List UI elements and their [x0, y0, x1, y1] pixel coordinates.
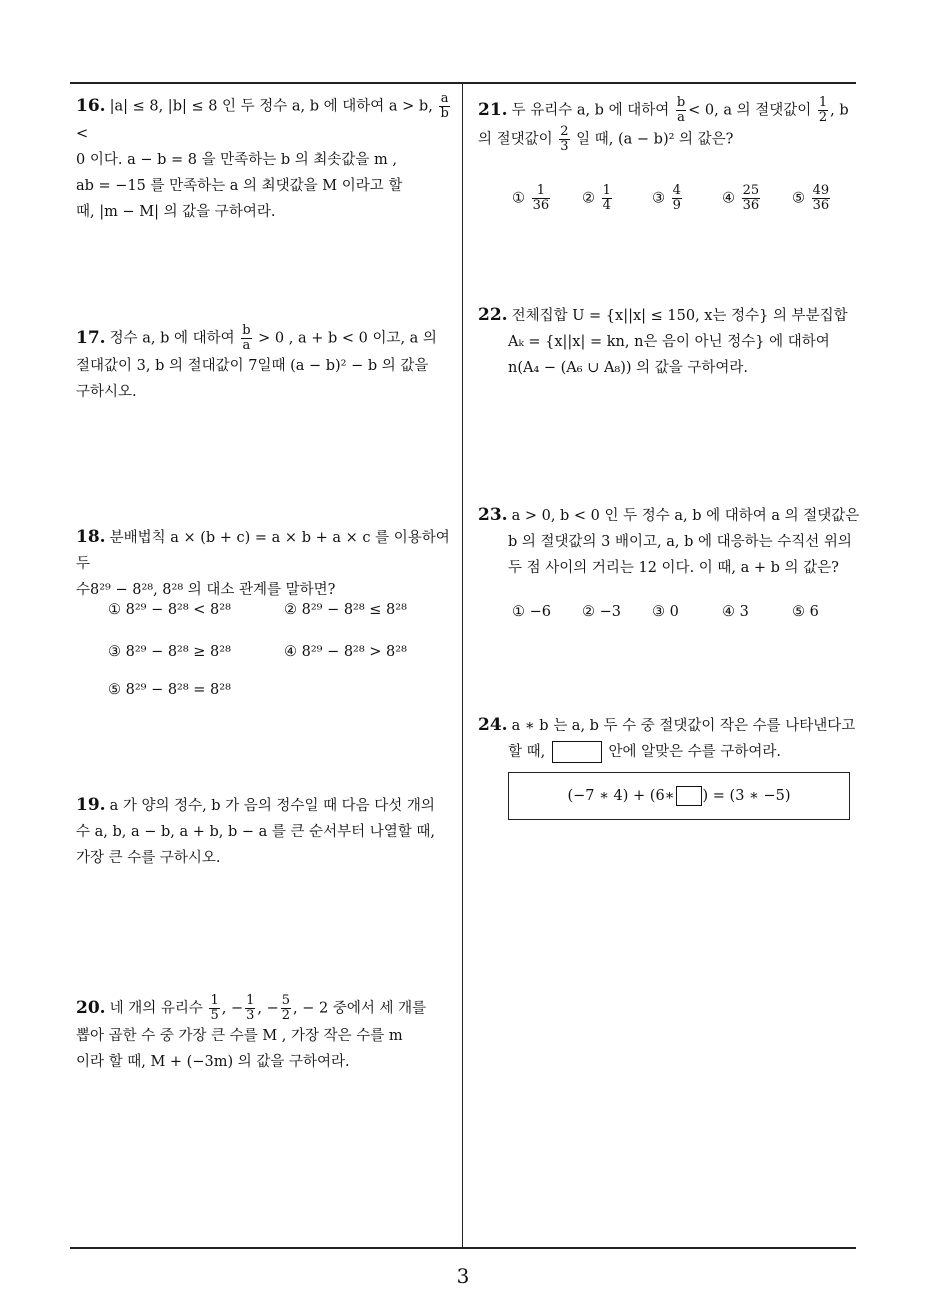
top-rule	[70, 82, 856, 84]
choice[interactable]: ⑤ 8²⁹ − 8²⁸ = 8²⁸	[108, 682, 231, 698]
question-16: 16. |a| ≤ 8, |b| ≤ 8 인 두 정수 a, b 에 대하여 a > b, $\frac{a}{b}$ < 0 이다. a − b = 8 을 만족하는 b 의 최솟값을 m , ab = −15 를 만족하는 a 의 최댓값을 M 이라고 할 때, |m − M| 의 값을 구하여라.	[76, 91, 449, 220]
fraction: $\frac{a}{b}$	[440, 91, 449, 121]
fraction: $\frac{2}{3}$	[560, 124, 569, 154]
question-number: 21.	[478, 99, 508, 120]
fraction: $\frac{1}{3}$	[246, 993, 255, 1023]
column-divider	[462, 84, 463, 1248]
fraction: $\frac{b}{a}$	[242, 323, 251, 353]
question-number: 19.	[76, 795, 106, 815]
choice[interactable]: ② 8²⁹ − 8²⁸ ≤ 8²⁸	[284, 602, 407, 618]
choice[interactable]: ④ 3	[722, 604, 749, 620]
choice[interactable]: ③ 8²⁹ − 8²⁸ ≥ 8²⁸	[108, 644, 231, 660]
question-19: 19. a 가 양의 정수, b 가 음의 정수일 때 다음 다섯 개의 수 a, b, a − b, a + b, b − a 를 큰 순서부터 나열할 때, 가장 큰 수를 구하시오.	[76, 795, 436, 866]
question-18: 18. 분배법칙 a × (b + c) = a × b + a × c 를 이용하여 두 수8²⁹ − 8²⁸, 8²⁸ 의 대소 관계를 말하면?	[76, 527, 450, 598]
choice[interactable]: ④ 8²⁹ − 8²⁸ > 8²⁸	[284, 644, 407, 660]
choice[interactable]: ① 8²⁹ − 8²⁸ < 8²⁸	[108, 602, 231, 618]
question-number: 20.	[76, 997, 106, 1018]
answer-blank[interactable]	[552, 741, 602, 763]
question-number: 18.	[76, 527, 106, 547]
answer-blank-small[interactable]	[676, 786, 702, 806]
question-number: 17.	[76, 327, 106, 348]
page-number: 3	[456, 1264, 470, 1288]
question-number: 22.	[478, 305, 508, 325]
fraction: $\frac{1}{2}$	[818, 95, 828, 125]
question-22: 22. 전체집합 U = {x||x| ≤ 150, x는 정수} 의 부분집합 Aₖ = {x||x| = kn, n은 음이 아닌 정수} 에 대하여 n(A₄ − (A₆ ∪ A₈)) 의 값을 구하여라.	[478, 305, 848, 376]
choice[interactable]: ③ 0	[652, 604, 679, 620]
question-23: 23. a > 0, b < 0 인 두 정수 a, b 에 대하여 a 의 절댓값은 b 의 절댓값의 3 배이고, a, b 에 대응하는 수직선 위의 두 점 사이의 거리는 12 이다. 이 때, a + b 의 값은?	[478, 505, 860, 576]
fraction: $\frac{5}{2}$	[281, 993, 291, 1023]
choice[interactable]: ② $\frac{1}{4}$	[582, 183, 611, 213]
question-24: 24. a ∗ b 는 a, b 두 수 중 절댓값이 작은 수를 나타낸다고 할 때, 안에 알맞은 수를 구하여라.	[478, 712, 862, 765]
fraction: $\frac{1}{5}$	[210, 993, 219, 1023]
choice[interactable]: ④ $\frac{25}{36}$	[722, 183, 760, 213]
question-number: 23.	[478, 505, 508, 525]
bottom-rule	[70, 1247, 856, 1249]
expression-box: (−7 ∗ 4) + (6∗ ) = (3 ∗ −5)	[508, 772, 850, 820]
choice[interactable]: ① −6	[512, 604, 551, 620]
question-number: 24.	[478, 715, 508, 735]
choice[interactable]: ③ $\frac{4}{9}$	[652, 183, 681, 213]
choice[interactable]: ⑤ $\frac{49}{36}$	[792, 183, 830, 213]
question-17: 17. 정수 a, b 에 대하여 $\frac{b}{a}$ > 0 , a + b < 0 이고, a 의 절대값이 3, b 의 절대값이 7일때 (a − b)² − b 의 값을 구하시오.	[76, 323, 437, 400]
choice[interactable]: ① $\frac{1}{36}$	[512, 183, 550, 213]
question-21: 21. 두 유리수 a, b 에 대하여 $\frac{b}{a}$ < 0, a 의 절댓값이 $\frac{1}{2}$ , b 의 절댓값이 $\frac{2}{3}$ 일 때, (a − b)² 의 값은?	[478, 95, 849, 154]
fraction: $\frac{b}{a}$	[676, 95, 686, 125]
question-20: 20. 네 개의 유리수 $\frac{1}{5}$ , − $\frac{1}{3}$ , − $\frac{5}{2}$ , − 2 중에서 세 개를 뽑아 곱한 수 중 가장 큰 수를 M , 가장 작은 수를 m 이라 할 때, M + (−3m) 의 값을 구하여라.	[76, 993, 427, 1070]
question-number: 16.	[76, 95, 106, 116]
choice[interactable]: ② −3	[582, 604, 621, 620]
choice[interactable]: ⑤ 6	[792, 604, 819, 620]
